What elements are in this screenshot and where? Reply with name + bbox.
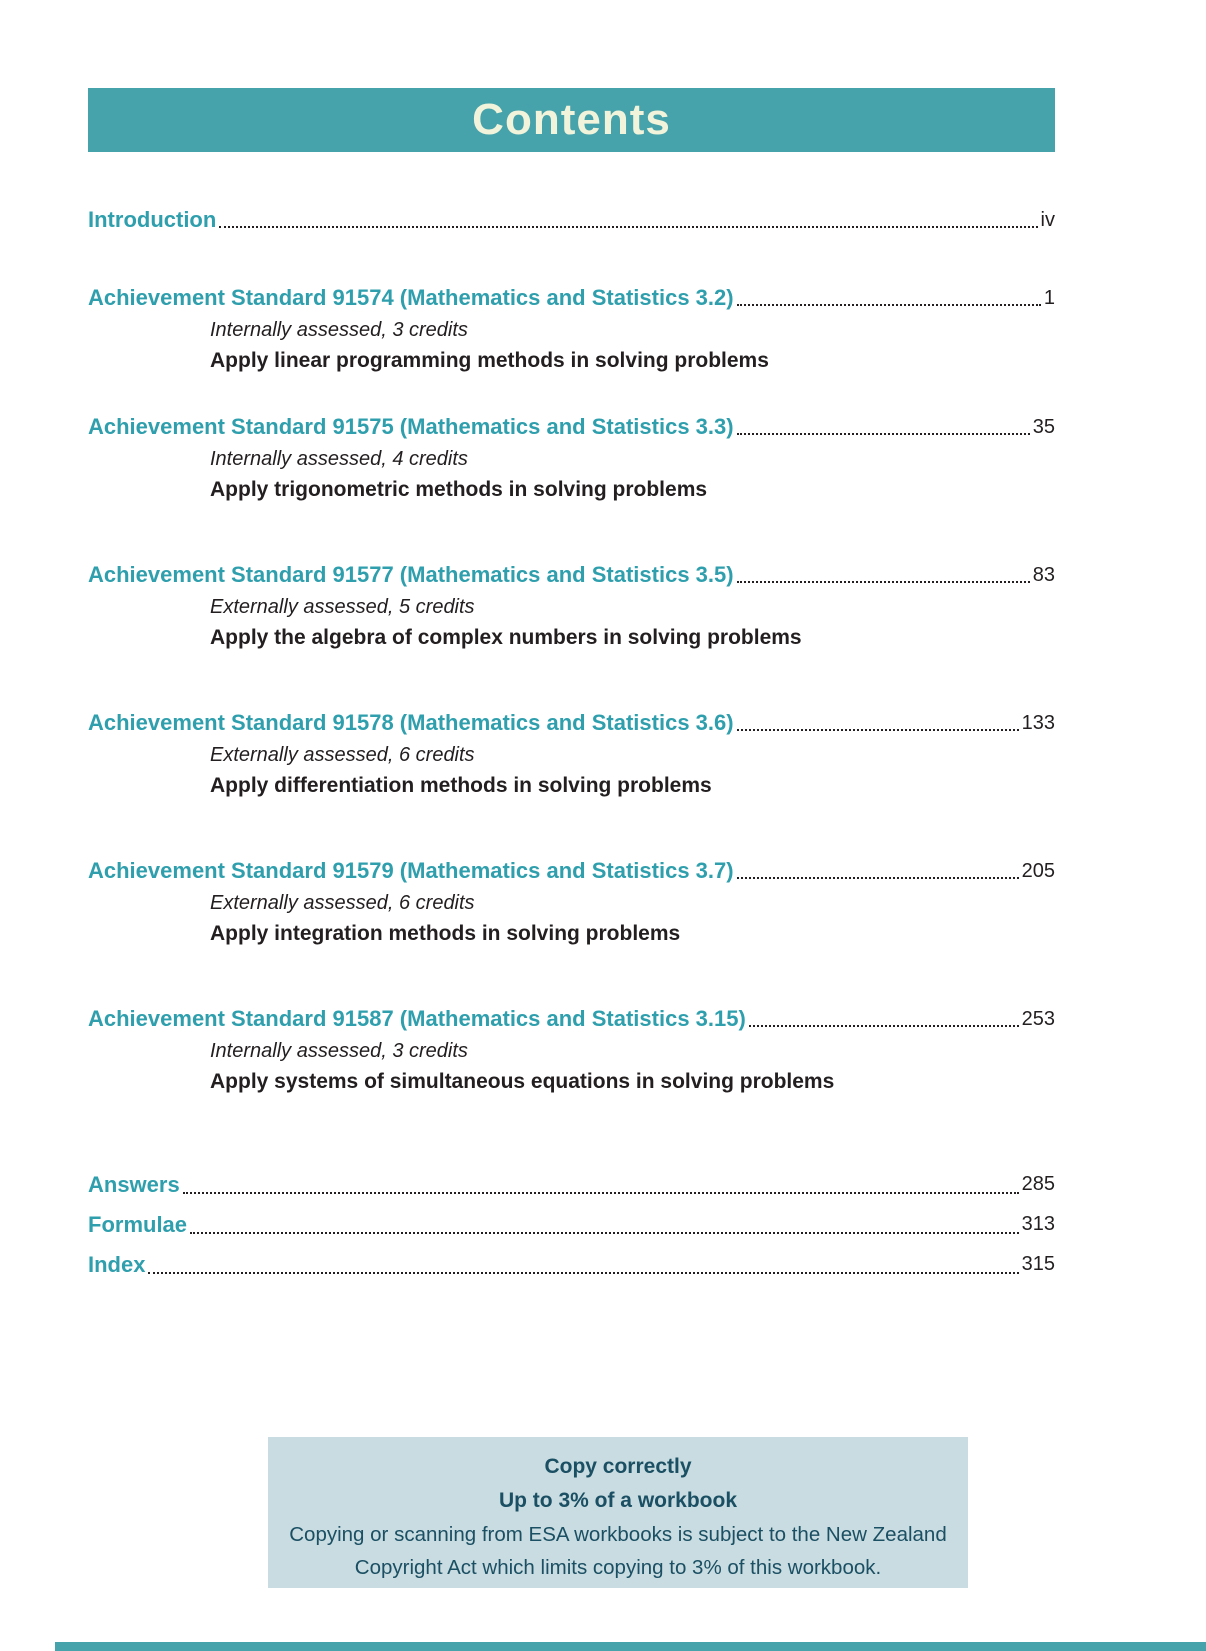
- dotted-leader: [737, 581, 1030, 583]
- standard-page-number: 133: [1021, 712, 1055, 734]
- end-matter-list: [88, 1161, 1055, 1281]
- standard-description: Apply linear programming methods in solving problems: [210, 349, 769, 372]
- standard-assessment: Externally assessed, 6 credits: [210, 744, 475, 766]
- copyright-heading-line2: Up to 3% of a workbook: [498, 1489, 737, 1512]
- end-matter-label: Answers: [88, 1172, 180, 1197]
- toc-entry-standard: [88, 708, 1055, 802]
- standard-description: Apply integration methods in solving problems: [210, 922, 681, 945]
- standard-assessment: Internally assessed, 3 credits: [210, 319, 468, 341]
- end-matter-page-number: 313: [1021, 1213, 1055, 1235]
- toc-entry-standard: [88, 1004, 1055, 1098]
- standard-description: Apply systems of simultaneous equations in solving problems: [210, 1070, 835, 1093]
- standard-title-line: [88, 283, 1055, 313]
- standard-description: Apply differentiation methods in solving problems: [210, 774, 712, 797]
- standard-page-number: 35: [1032, 416, 1055, 438]
- standards-list: [88, 283, 1055, 1098]
- page-title: Contents: [472, 95, 671, 144]
- dotted-leader: [190, 1232, 1019, 1234]
- copyright-heading-line1: Copy correctly: [544, 1455, 692, 1478]
- standard-title: Achievement Standard 91578 (Mathematics and Statistics 3.6): [88, 710, 734, 735]
- toc-entry-label: Introduction: [88, 207, 217, 232]
- standard-page-number: 1: [1043, 287, 1055, 309]
- toc-entry-standard: [88, 283, 1055, 377]
- contents-header-bar: [88, 88, 1055, 152]
- standard-description: Apply the algebra of complex numbers in solving problems: [210, 626, 802, 649]
- end-matter-page-number: 315: [1021, 1253, 1055, 1275]
- toc-entry-introduction: [88, 205, 1055, 235]
- dotted-leader: [737, 877, 1019, 879]
- standard-title: Achievement Standard 91577 (Mathematics and Statistics 3.5): [88, 562, 734, 587]
- dotted-leader: [148, 1272, 1018, 1274]
- standard-title-line: [88, 708, 1055, 738]
- copyright-body-line2: Copyright Act which limits copying to 3% of this workbook.: [354, 1556, 882, 1579]
- standard-title-line: [88, 560, 1055, 590]
- standard-description: Apply trigonometric methods in solving problems: [210, 478, 708, 501]
- standard-page-number: 205: [1021, 860, 1055, 882]
- end-matter-page-number: 285: [1021, 1173, 1055, 1195]
- standard-title: Achievement Standard 91575 (Mathematics and Statistics 3.3): [88, 414, 734, 439]
- dotted-leader: [219, 226, 1037, 228]
- toc-entry-standard: [88, 856, 1055, 950]
- dotted-leader: [737, 729, 1019, 731]
- toc-entry-page-number: iv: [1040, 209, 1055, 231]
- copyright-notice-box: [268, 1437, 968, 1588]
- dotted-leader: [749, 1025, 1019, 1027]
- standard-title-line: [88, 856, 1055, 886]
- end-matter-label: Formulae: [88, 1212, 188, 1237]
- standard-title: Achievement Standard 91587 (Mathematics and Statistics 3.15): [88, 1006, 746, 1031]
- footer-accent-strip: [55, 1642, 1206, 1651]
- standard-assessment: Externally assessed, 5 credits: [210, 596, 475, 618]
- standard-title: Achievement Standard 91574 (Mathematics and Statistics 3.2): [88, 285, 734, 310]
- end-matter-label: Index: [88, 1252, 146, 1277]
- standard-title: Achievement Standard 91579 (Mathematics and Statistics 3.7): [88, 858, 734, 883]
- toc-entry-standard: [88, 412, 1055, 506]
- standard-assessment: Internally assessed, 4 credits: [210, 448, 468, 470]
- standard-title-line: [88, 412, 1055, 442]
- toc-entry-standard: [88, 560, 1055, 654]
- standard-page-number: 83: [1032, 564, 1055, 586]
- dotted-leader: [737, 304, 1041, 306]
- toc-entry-end-matter: [88, 1161, 1055, 1201]
- dotted-leader: [183, 1192, 1019, 1194]
- toc-entry-end-matter: [88, 1241, 1055, 1281]
- toc-entry-end-matter: [88, 1201, 1055, 1241]
- standard-page-number: 253: [1021, 1008, 1055, 1030]
- standard-assessment: Internally assessed, 3 credits: [210, 1040, 468, 1062]
- copyright-body-line1: Copying or scanning from ESA workbooks is subject to the New Zealand: [289, 1523, 947, 1546]
- dotted-leader: [737, 433, 1030, 435]
- standard-assessment: Externally assessed, 6 credits: [210, 892, 475, 914]
- standard-title-line: [88, 1004, 1055, 1034]
